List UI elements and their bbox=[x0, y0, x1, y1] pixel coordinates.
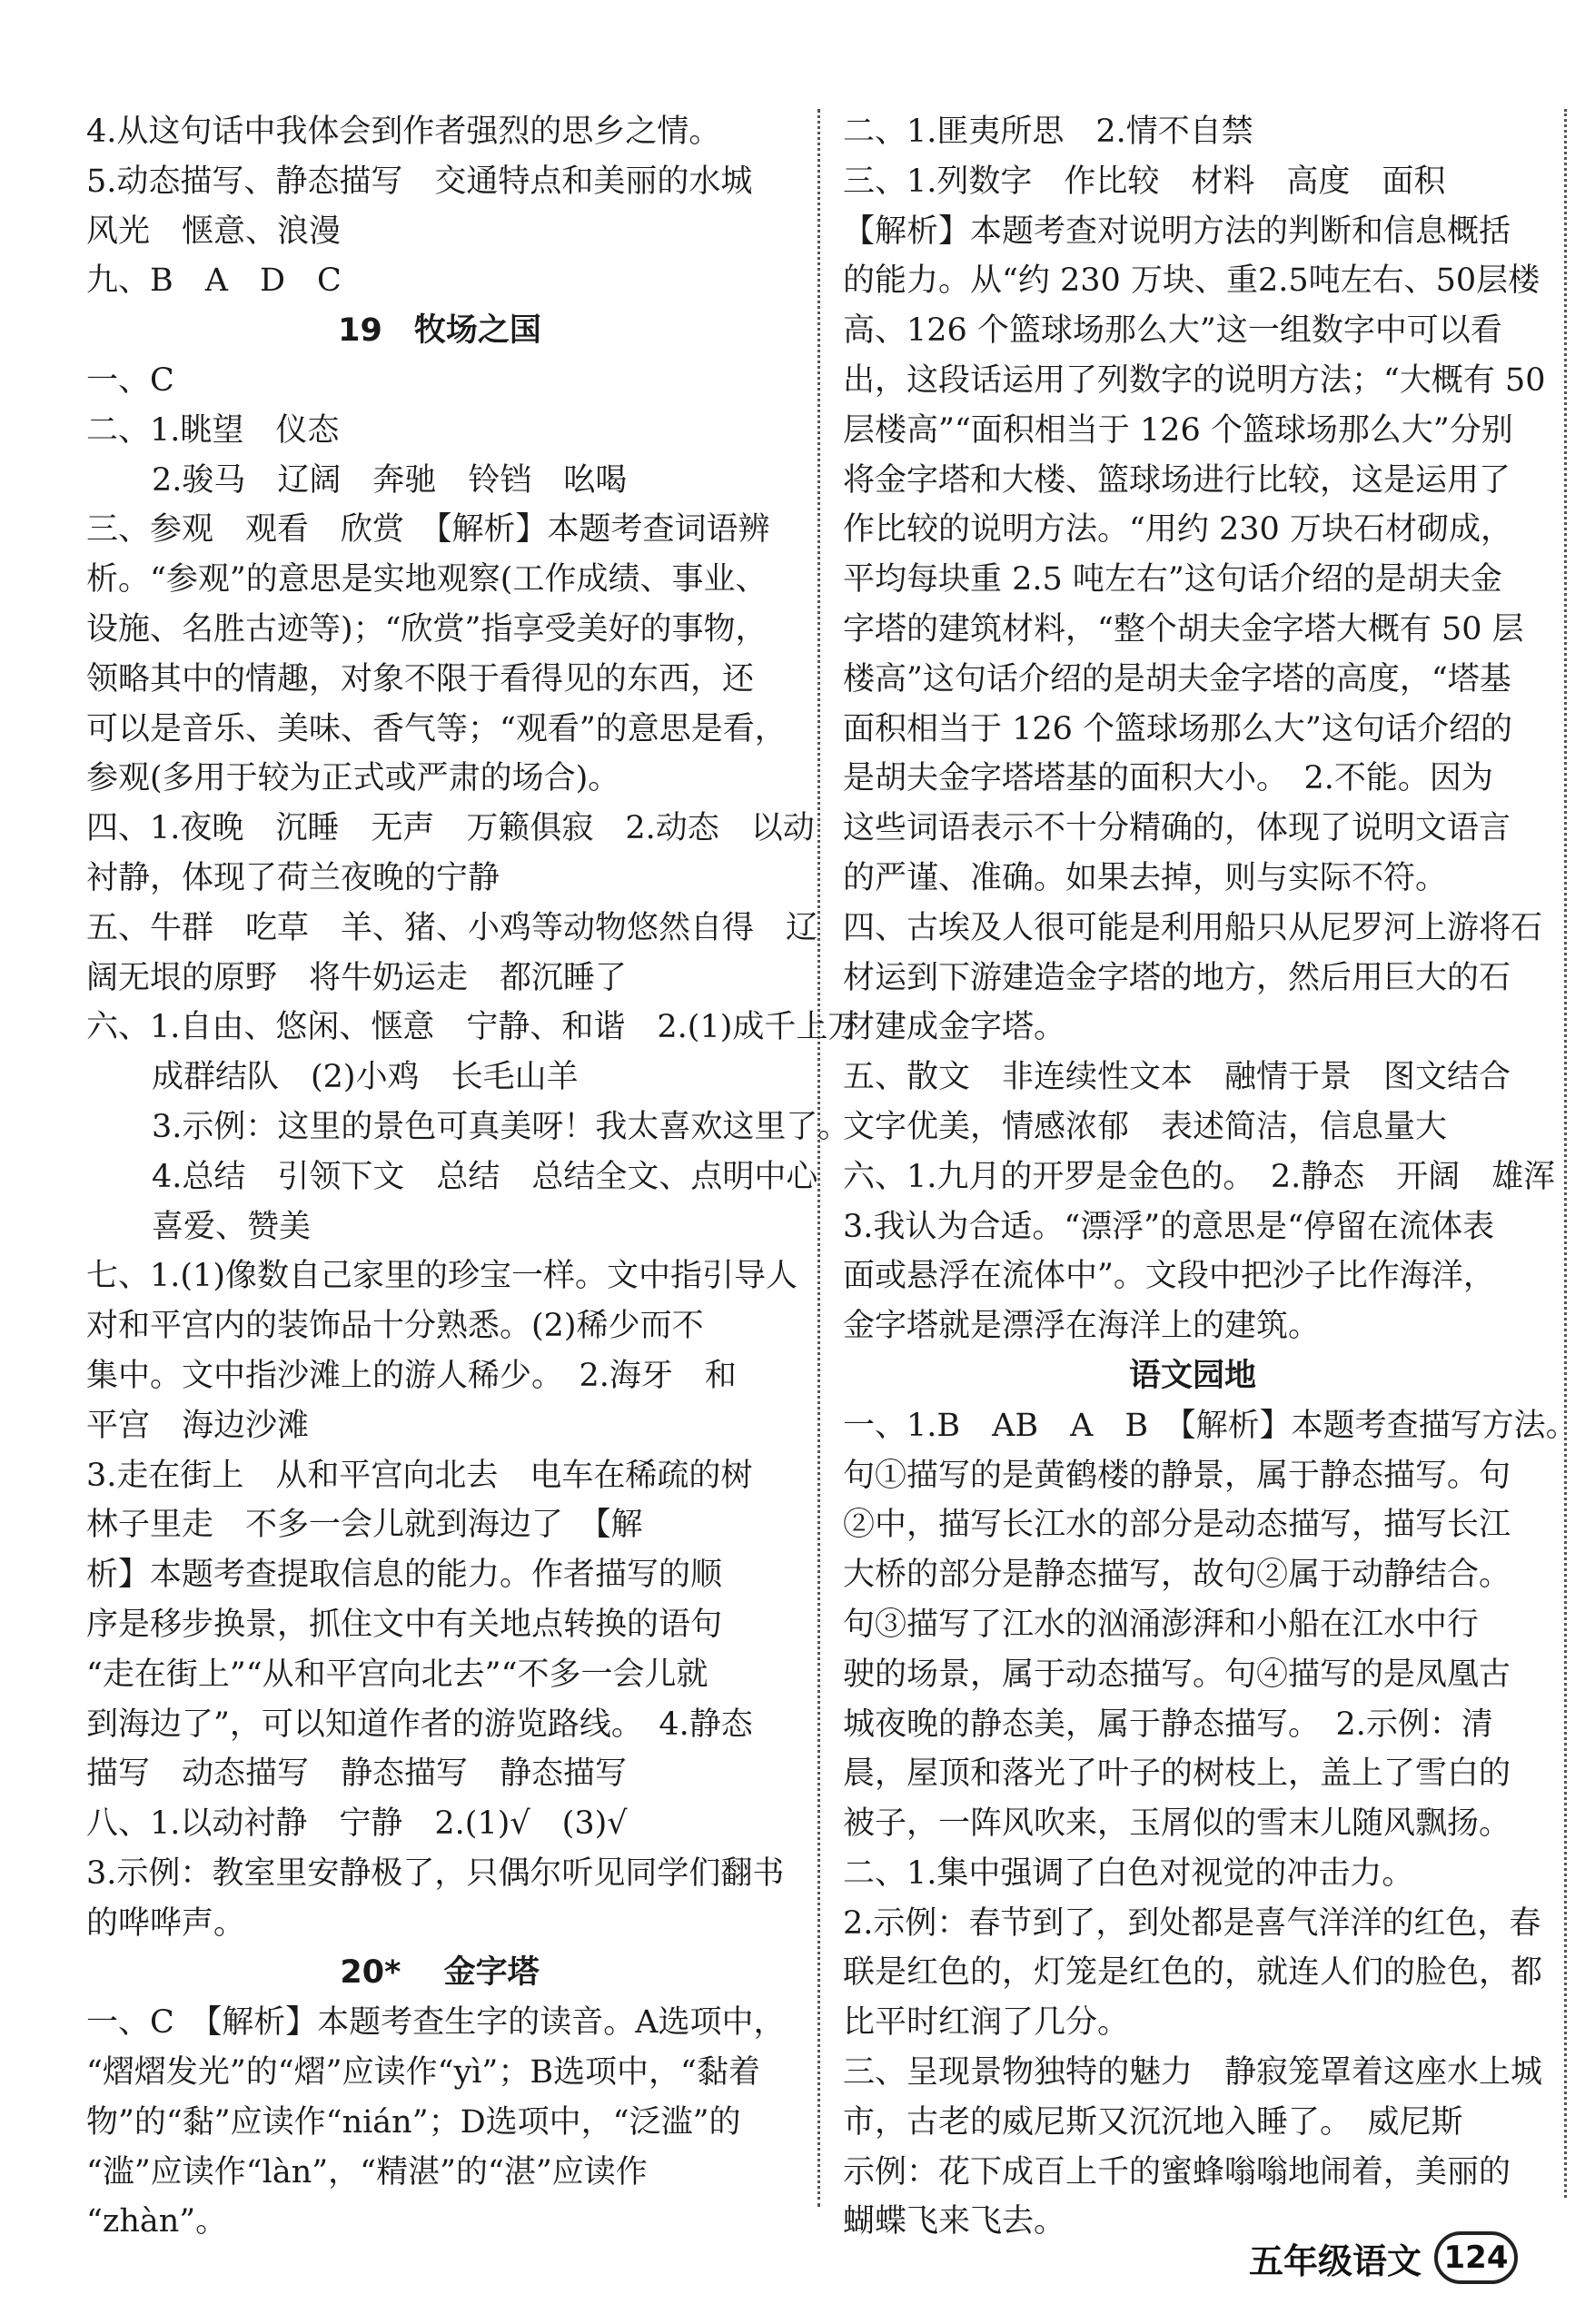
text-line: 领略其中的情趣，对象不限于看得见的东西，还 bbox=[86, 660, 755, 697]
text-line: 九、B A D C bbox=[86, 262, 342, 300]
text-line: 楼高”这句话介绍的是胡夫金字塔的高度，“塔基 bbox=[843, 660, 1511, 697]
text-line: 平宫 海边沙滩 bbox=[86, 1407, 310, 1444]
text-line: 2.示例：春节到了，到处都是喜气洋洋的红色，春 bbox=[843, 1904, 1541, 1942]
text-line: 句③描写了江水的汹涌澎湃和小船在江水中行 bbox=[843, 1606, 1480, 1643]
section-heading: 20* 金字塔 bbox=[340, 1954, 540, 1992]
text-line: 2.骏马 辽阔 奔驰 铃铛 吆喝 bbox=[152, 461, 628, 499]
text-line: 七、1.(1)像数自己家里的珍宝一样。文中指引导人 bbox=[86, 1258, 797, 1295]
text-line: 成群结队 (2)小鸡 长毛山羊 bbox=[152, 1059, 579, 1096]
text-line: 句①描写的是黄鹤楼的静景，属于静态描写。句 bbox=[843, 1457, 1511, 1494]
page-number-badge: 124 bbox=[1434, 2231, 1518, 2284]
text-line: 设施、名胜古迹等)；“欣赏”指享受美好的事物， bbox=[86, 610, 768, 648]
text-line: 的严谨、准确。如果去掉，则与实际不符。 bbox=[843, 859, 1448, 896]
text-line: 金字塔就是漂浮在海洋上的建筑。 bbox=[843, 1308, 1321, 1345]
text-line: 蝴蝶飞来飞去。 bbox=[843, 2203, 1066, 2240]
text-line: 六、1.九月的开罗是金色的。 2.静态 开阔 雄浑 bbox=[843, 1158, 1556, 1195]
text-line: 层楼高”“面积相当于 126 个篮球场那么大”分别 bbox=[843, 411, 1513, 449]
text-line: 二、1.眺望 仪态 bbox=[86, 411, 340, 449]
left-column bbox=[86, 107, 860, 2247]
text-line: 作比较的说明方法。“用约 230 万块石材砌成， bbox=[843, 511, 1512, 549]
text-line: 的哗哗声。 bbox=[86, 1904, 246, 1942]
text-line: 三、参观 观看 欣赏 【解析】本题考查词语辨 bbox=[86, 511, 770, 549]
text-line: 城夜晚的静态美，属于静态描写。 2.示例：清 bbox=[843, 1706, 1493, 1743]
text-line: 4.从这句话中我体会到作者强烈的思乡之情。 bbox=[86, 114, 721, 150]
page-footer bbox=[1249, 2230, 1518, 2285]
text-line: 【解析】本题考查对说明方法的判断和信息概括 bbox=[843, 213, 1511, 250]
text-line: 驶的场景，属于动态描写。句④描写的是凤凰古 bbox=[843, 1656, 1511, 1693]
text-line: 晨，屋顶和落光了叶子的树枝上，盖上了雪白的 bbox=[843, 1755, 1511, 1793]
text-line: 大桥的部分是静态描写，故句②属于动静结合。 bbox=[843, 1557, 1511, 1594]
text-line: 阔无垠的原野 将牛奶运走 都沉睡了 bbox=[86, 959, 628, 996]
text-line: 出，这段话运用了列数字的说明方法；“大概有 50 bbox=[843, 361, 1546, 399]
right-edge-divider bbox=[1564, 109, 1567, 2198]
text-line: 衬静，体现了荷兰夜晚的宁静 bbox=[86, 859, 500, 896]
text-line: 平均每块重 2.5 吨左右”这句话介绍的是胡夫金 bbox=[843, 561, 1502, 598]
text-line: 的能力。从“约 230 万块、重2.5吨左右、50层楼 bbox=[843, 262, 1540, 300]
text-line: 一、1.B AB A B 【解析】本题考查描写方法。 bbox=[843, 1407, 1578, 1444]
column-divider bbox=[817, 109, 820, 2207]
text-line: “走在街上”“从和平宫向北去”“不多一会儿就 bbox=[86, 1656, 708, 1693]
footer-label: 五年级语文 bbox=[1249, 2240, 1422, 2281]
text-line: 四、古埃及人很可能是利用船只从尼罗河上游将石 bbox=[843, 909, 1543, 946]
text-line: 一、C bbox=[86, 361, 174, 399]
text-line: 5.动态描写、静态描写 交通特点和美丽的水城 bbox=[86, 163, 753, 200]
text-line: 材运到下游建造金字塔的地方，然后用巨大的石 bbox=[843, 959, 1511, 996]
text-line: 五、牛群 吃草 羊、猪、小鸡等动物悠然自得 辽 bbox=[86, 909, 818, 946]
text-line: 序是移步换景，抓住文中有关地点转换的语句 bbox=[86, 1606, 723, 1643]
text-line: 林子里走 不多一会儿就到海边了 【解 bbox=[86, 1507, 643, 1544]
text-line: 对和平宫内的装饰品十分熟悉。(2)稀少而不 bbox=[86, 1308, 704, 1345]
text-line: 材建成金字塔。 bbox=[843, 1009, 1066, 1046]
text-line: 3.示例：教室里安静极了，只偶尔听见同学们翻书 bbox=[86, 1854, 785, 1892]
text-line: 高、126 个篮球场那么大”这一组数字中可以看 bbox=[843, 312, 1502, 350]
text-line: 3.示例：这里的景色可真美呀！我太喜欢这里了。 bbox=[152, 1108, 850, 1145]
text-line: 参观(多用于较为正式或严肃的场合)。 bbox=[86, 760, 620, 797]
text-line: 一、C 【解析】本题考查生字的读音。A选项中， bbox=[86, 2004, 786, 2042]
text-line: 二、1.集中强调了白色对视觉的冲击力。 bbox=[843, 1854, 1414, 1892]
text-line: 八、1.以动衬静 宁静 2.(1)√ (3)√ bbox=[86, 1805, 628, 1843]
text-line: 集中。文中指沙滩上的游人稀少。 2.海牙 和 bbox=[86, 1357, 737, 1394]
section-heading: 19 牧场之国 bbox=[338, 312, 541, 350]
text-line: “zhàn”。 bbox=[86, 2203, 228, 2240]
text-line: 4.总结 引领下文 总结 总结全文、点明中心 bbox=[152, 1158, 818, 1195]
text-line: 四、1.夜晚 沉睡 无声 万籁俱寂 2.动态 以动 bbox=[86, 810, 815, 847]
text-line: ②中，描写长江水的部分是动态描写，描写长江 bbox=[843, 1507, 1511, 1544]
text-line: 析。“参观”的意思是实地观察(工作成绩、事业、 bbox=[86, 561, 768, 598]
text-line: 文字优美，情感浓郁 表述简洁，信息量大 bbox=[843, 1108, 1448, 1145]
text-line: “熠熠发光”的“熠”应读作“yì”；B选项中，“黏着 bbox=[86, 2054, 760, 2092]
text-line: 市，古老的威尼斯又沉沉地入睡了。 威尼斯 bbox=[843, 2103, 1463, 2141]
text-line: 三、呈现景物独特的魅力 静寂笼罩着这座水上城 bbox=[843, 2054, 1543, 2092]
text-line: 三、1.列数字 作比较 材料 高度 面积 bbox=[843, 163, 1446, 200]
text-line: 将金字塔和大楼、篮球场进行比较，这是运用了 bbox=[843, 461, 1511, 499]
right-column bbox=[843, 107, 1578, 2247]
text-line: 被子，一阵风吹来，玉屑似的雪末儿随风飘扬。 bbox=[843, 1805, 1511, 1843]
text-line: 二、1.匪夷所思 2.情不自禁 bbox=[843, 114, 1253, 150]
text-line: 六、1.自由、悠闲、惬意 宁静、和谐 2.(1)成千上万 bbox=[86, 1009, 860, 1046]
text-line: 喜爱、赞美 bbox=[152, 1208, 312, 1245]
text-line: 面或悬浮在流体中”。文段中把沙子比作海洋， bbox=[843, 1258, 1495, 1295]
text-line: 字塔的建筑材料，“整个胡夫金字塔大概有 50 层 bbox=[843, 610, 1524, 648]
text-line: 联是红色的，灯笼是红色的，就连人们的脸色，都 bbox=[843, 1954, 1543, 1992]
text-line: “滥”应读作“làn”，“精湛”的“湛”应读作 bbox=[86, 2153, 648, 2190]
text-line: 是胡夫金字塔塔基的面积大小。 2.不能。因为 bbox=[843, 760, 1493, 797]
text-line: 风光 惬意、浪漫 bbox=[86, 213, 342, 250]
text-line: 面积相当于 126 个篮球场那么大”这句话介绍的 bbox=[843, 710, 1512, 747]
text-line: 到海边了”，可以知道作者的游览路线。 4.静态 bbox=[86, 1706, 753, 1743]
text-line: 这些词语表示不十分精确的，体现了说明文语言 bbox=[843, 810, 1511, 847]
text-line: 五、散文 非连续性文本 融情于景 图文结合 bbox=[843, 1059, 1511, 1096]
text-line: 描写 动态描写 静态描写 静态描写 bbox=[86, 1755, 628, 1793]
text-line: 可以是音乐、美味、香气等；“观看”的意思是看， bbox=[86, 710, 787, 747]
text-line: 3.走在街上 从和平宫向北去 电车在稀疏的树 bbox=[86, 1457, 753, 1494]
section-heading: 语文园地 bbox=[1128, 1357, 1256, 1394]
text-line: 示例：花下成百上千的蜜蜂嗡嗡地闹着，美丽的 bbox=[843, 2153, 1511, 2190]
text-line: 析】本题考查提取信息的能力。作者描写的顺 bbox=[86, 1557, 723, 1594]
text-line: 物”的“黏”应读作“nián”；D选项中，“泛滥”的 bbox=[86, 2103, 741, 2141]
text-line: 3.我认为合适。“漂浮”的意思是“停留在流体表 bbox=[843, 1208, 1495, 1245]
text-line: 比平时红润了几分。 bbox=[843, 2004, 1130, 2042]
